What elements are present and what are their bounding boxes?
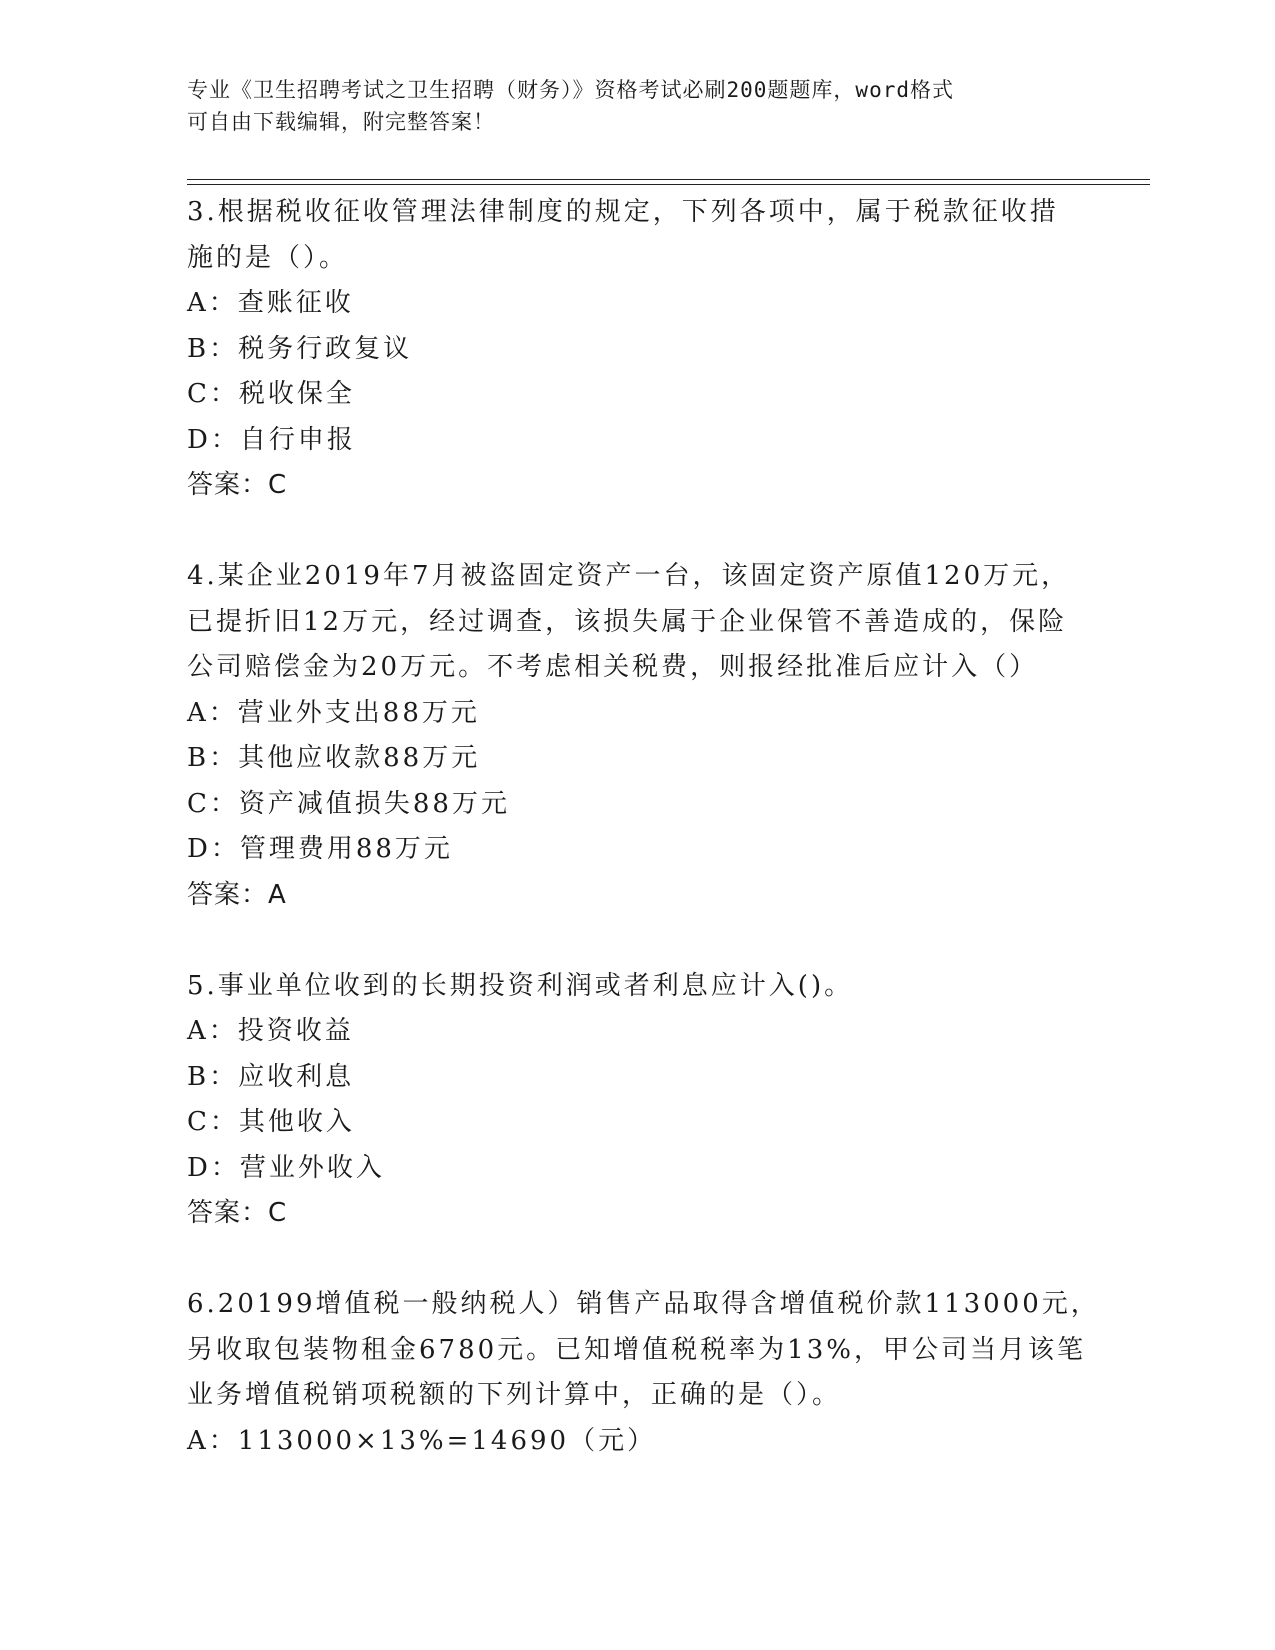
option-d: D：营业外收入 [187, 1152, 385, 1183]
question-stem-line: 5.事业单位收到的长期投资利润或者利息应计入()。 [187, 970, 854, 1001]
option-c: C：税收保全 [187, 379, 355, 409]
option-c: C：资产减值损失88万元 [187, 788, 510, 819]
spacer [187, 509, 1087, 555]
option-c: C：其他收入 [187, 1107, 355, 1137]
header-line-1: 专业《卫生招聘考试之卫生招聘（财务）》资格考试必刷200题题库，word格式 [187, 78, 954, 102]
header-line-2: 可自由下载编辑，附完整答案！ [187, 110, 495, 134]
answer-line: 答案：A [187, 879, 287, 910]
question-stem-line: 3.根据税收征收管理法律制度的规定，下列各项中，属于税款征收措 [187, 197, 1059, 227]
option-d: D：自行申报 [187, 424, 356, 455]
option-a: A：投资收益 [187, 1016, 354, 1046]
question-stem-line: 6.20199增值税一般纳税人）销售产品取得含增值税价款113000元， [187, 1289, 1100, 1319]
question-stem-line: 另收取包装物租金6780元。已知增值税税率为13%，甲公司当月该笔 [187, 1334, 1086, 1365]
header-divider-bottom [187, 184, 1150, 185]
question-stem-line: 业务增值税销项税额的下列计算中，正确的是（）。 [187, 1380, 842, 1410]
question-stem-line: 已提折旧12万元，经过调查，该损失属于企业保管不善造成的，保险 [187, 606, 1068, 637]
question-stem-line: 公司赔偿金为20万元。不考虑相关税费，则报经批准后应计入（） [187, 652, 1039, 682]
question-stem-line: 4.某企业2019年7月被盗固定资产一台，该固定资产原值120万元， [187, 561, 1071, 591]
spacer [187, 1237, 1087, 1283]
option-b: B：应收利息 [187, 1061, 355, 1092]
option-a: A：营业外支出88万元 [187, 697, 480, 728]
document-header [187, 74, 1067, 138]
answer-line: 答案：C [187, 470, 288, 500]
spacer [187, 918, 1087, 964]
question-list [187, 190, 1100, 1464]
option-a: A：113000×13%=14690（元） [187, 1425, 657, 1456]
option-d: D：管理费用88万元 [187, 834, 453, 864]
option-b: B：税务行政复议 [187, 333, 413, 364]
question-block [187, 1282, 1100, 1464]
question-block [187, 190, 1087, 509]
header-divider-top [187, 179, 1150, 180]
question-block [187, 554, 1087, 918]
option-a: A：查账征收 [187, 288, 354, 318]
answer-line: 答案：C [187, 1198, 288, 1228]
option-b: B：其他应收款88万元 [187, 743, 481, 773]
question-stem-line: 施的是（）。 [187, 242, 349, 273]
question-block [187, 964, 1087, 1237]
